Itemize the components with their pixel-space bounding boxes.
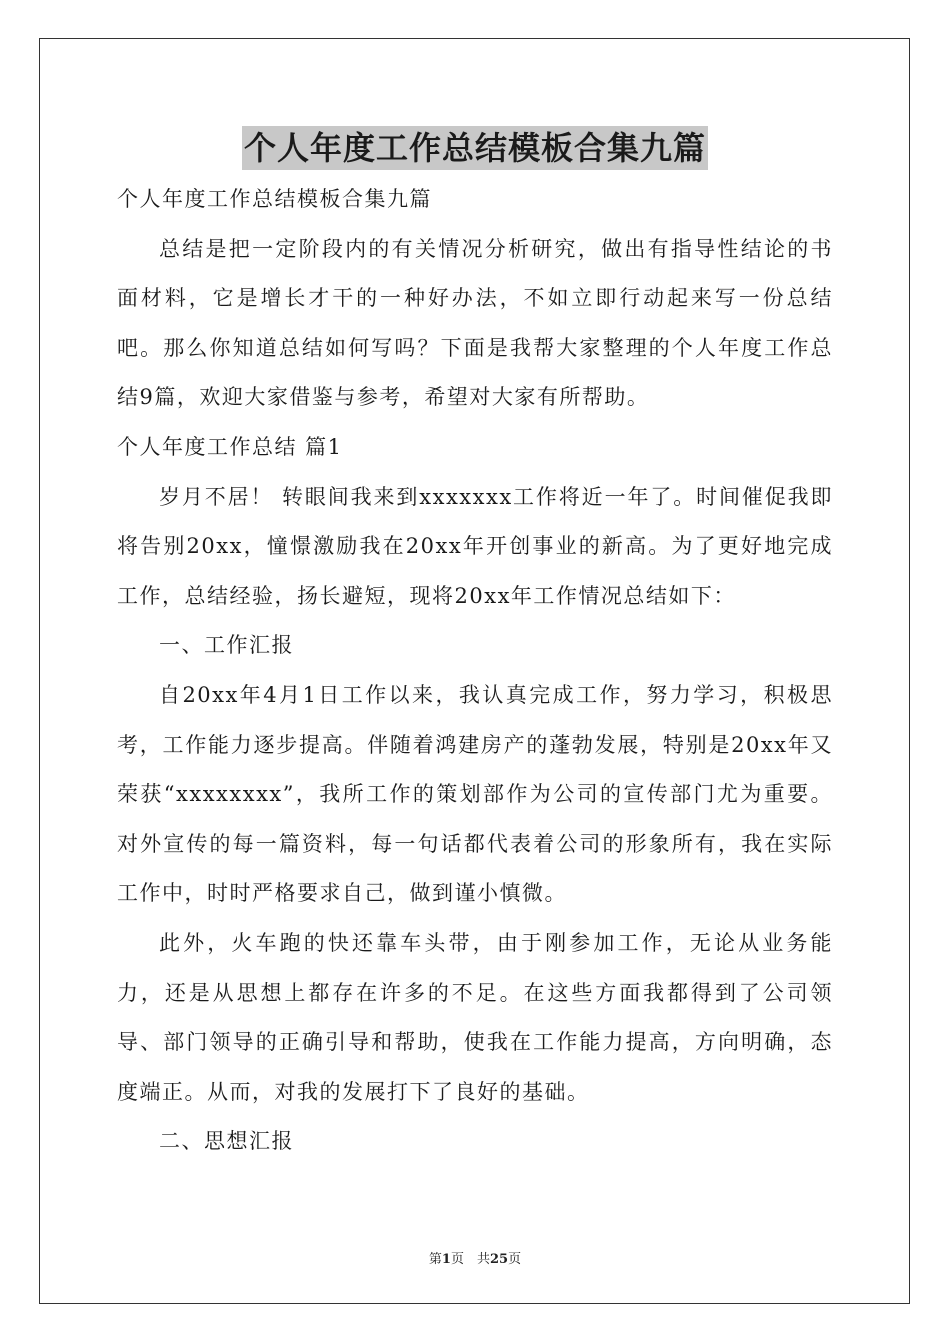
current-page-number: 1 (441, 1252, 451, 1267)
paragraph-work: 自20xx年4月1日工作以来，我认真完成工作，努力学习，积极思考，工作能力逐步提高。伴随着鸿建房产的蓬勃发展，特别是20xx年又荣获“xxxxxxxx”，我所工作的策划部作为公司的宣传部门尤为重要。对外宣传的每一篇资料，每一句话都代表着公司的形象所有，我在实际工作中，时时严格要求自己，做到谨小慎微。 (117, 682, 833, 906)
total-page-count: 25 (489, 1252, 509, 1267)
footer-suffix: 页 (508, 1252, 522, 1267)
subheading-thought-report: 二、思想汇报 (159, 1129, 294, 1154)
intro-paragraph: 总结是把一定阶段内的有关情况分析研究，做出有指导性结论的书面材料，它是增长才干的一种好办法，不如立即行动起来写一份总结吧。那么你知道总结如何写吗？下面是我帮大家整理的个人年度工作总结9篇，欢迎大家借鉴与参考，希望对大家有所帮助。 (117, 236, 833, 410)
footer-prefix: 第 (428, 1252, 442, 1267)
document-body (117, 175, 833, 1167)
paragraph-guidance: 此外，火车跑的快还靠车头带，由于刚参加工作，无论从业务能力，还是从思想上都存在许多的不足。在这些方面我都得到了公司领导、部门领导的正确引导和帮助，使我在工作能力提高，方向明确，态度端正。从而，对我的发展打下了良好的基础。 (117, 930, 833, 1104)
footer-middle: 页 共 (450, 1252, 490, 1267)
document-title: 个人年度工作总结模板合集九篇 (242, 126, 708, 170)
paragraph-opening: 岁月不居！ 转眼间我来到xxxxxxx工作将近一年了。时间催促我即将告别20xx，憧憬激励我在20xx年开创事业的新高。为了更好地完成工作，总结经验，扬长避短，现将20xx年工作情况总结如下： (117, 484, 833, 608)
subheading-work-report: 一、工作汇报 (159, 633, 294, 658)
document-subtitle: 个人年度工作总结模板合集九篇 (117, 187, 432, 211)
title-container (0, 126, 950, 170)
section-heading: 个人年度工作总结 篇1 (117, 434, 343, 459)
page-footer (0, 1248, 950, 1267)
